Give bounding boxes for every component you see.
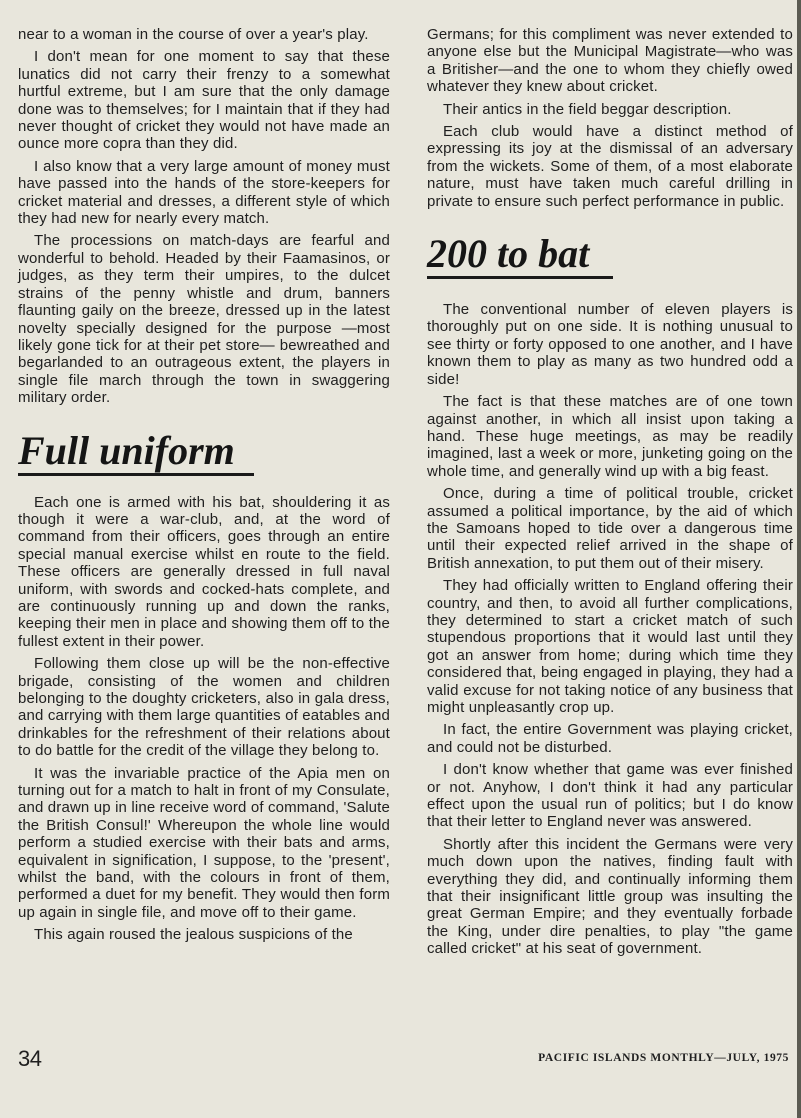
paragraph: near to a woman in the course of over a year's play. — [18, 26, 369, 43]
paragraph: Germans; for this compliment was never extended to anyone else but the Municipal Magistrate—who was a Britisher—and the one to whom they chiefly owed whatever they knew about cricket. — [427, 26, 793, 96]
left-column — [18, 26, 390, 949]
paragraph: The fact is that these matches are of one town against another, in which all insist upon taking a hand. These huge meetings, as may be readily imagined, last a week or more, junketing going on the whole time, and generally wind up with a big feast. — [427, 393, 793, 480]
paragraph: Each club would have a distinct method of expressing its joy at the dismissal of an adversary from the wickets. Some of them, of a most elaborate nature, must have taken much careful drilling in private to ensure such perfect performance in public. — [427, 123, 793, 210]
right-column — [427, 26, 793, 963]
publication-footer: PACIFIC ISLANDS MONTHLY—JULY, 1975 — [538, 1052, 789, 1064]
paragraph: I don't know whether that game was ever finished or not. Anyhow, I don't think it had any particular effect upon the usual run of politics; but I do know that their letter to England never was answered. — [427, 761, 793, 831]
paragraph: I also know that a very large amount of money must have passed into the hands of the store-keepers for cricket material and dresses, a different style of which they had new for nearly every match. — [18, 157, 390, 228]
paragraph: It was the invariable practice of the Apia men on turning out for a match to halt in front of my Consulate, and drawn up in line receive word of command, 'Salute the British Consul!' Whereupon the whole line would perform a studied exercise with their bats and arms, equivalent in signification, I suppose, to the 'present', whilst the band, with the colours in front of them, performed a duet for my benefit. They would then form up again in single file, and move off to their game. — [18, 764, 390, 921]
page-edge-shadow — [797, 0, 801, 1118]
paragraph: I don't mean for one moment to say that these lunatics did not carry their frenzy to a somewhat hurtful extreme, but I am sure that the only damage done was to themselves; for I maintain that if they had never thought of cricket they would not have made an ounce more copra than they did. — [18, 48, 390, 153]
heading-underline — [18, 473, 254, 476]
paragraph: This again roused the jealous suspicions of the — [34, 926, 353, 944]
paragraph: In fact, the entire Government was playing cricket, and could not be disturbed. — [427, 721, 793, 756]
paragraph: Following them close up will be the non-effective brigade, consisting of the women and children belonging to the doughty cricketers, also in gala dress, and carrying with them large quantities of eatables and drinkables for the refreshment of their relations about to do battle for the credit of the village they belong to. — [18, 655, 390, 760]
page-number: 34 — [18, 1046, 42, 1071]
paragraph: Shortly after this incident the Germans were very much down upon the natives, finding fault with everything they did, and continually informing them that their insignificant little group was insulting the great German Empire; and they eventually forbade the King, under dire penalties, to play "the game called cricket" at his seat of government. — [427, 835, 793, 958]
paragraph: The processions on match-days are fearful and wonderful to behold. Headed by their Faamasinos, or judges, as they term their umpires, to the dulcet strains of the penny whistle and drum, banners flaunting gaily on the breeze, dressed up in the latest novelty specially designed for the purpose —most likely gone tick for at their pet store— bewreathed and begarlanded to an outrageous extent, the players in single file march through the town in swaggering military order. — [18, 232, 390, 407]
section-heading-full-uniform: Full uniform — [18, 427, 235, 473]
paragraph: They had officially written to England offering their country, and then, to avoid all further complications, they determined to start a cricket match of such stupendous proportions that it would last until they got an answer from home; during which time they considered that, being engaged in playing, they had a valid excuse for not taking notice of any business that might unpleasantly crop up. — [427, 577, 793, 716]
section-heading-200-to-bat: 200 to bat — [427, 231, 590, 277]
paragraph: Their antics in the field beggar description. — [443, 100, 732, 118]
paragraph: The conventional number of eleven players is thoroughly put on one side. It is nothing unusual to see thirty or forty opposed to one another, and I have known them to play as many as two hundred odd a side! — [427, 301, 793, 388]
paragraph: Each one is armed with his bat, shouldering it as though it were a war-club, and, at the word of command from their officers, goes through an entire special manual exercise whilst en route to the field. These officers are generally dressed in full naval uniform, with swords and cocked-hats complete, and are continuously running up and down the ranks, keeping their men in place and showing them off to the fullest extent in their power. — [18, 493, 390, 650]
paragraph: Once, during a time of political trouble, cricket assumed a political importance, by the aid of which the Samoans hoped to tide over a dangerous time until their expected relief arrived in the shape of British annexation, to put them out of their misery. — [427, 485, 793, 572]
heading-underline — [427, 276, 613, 279]
